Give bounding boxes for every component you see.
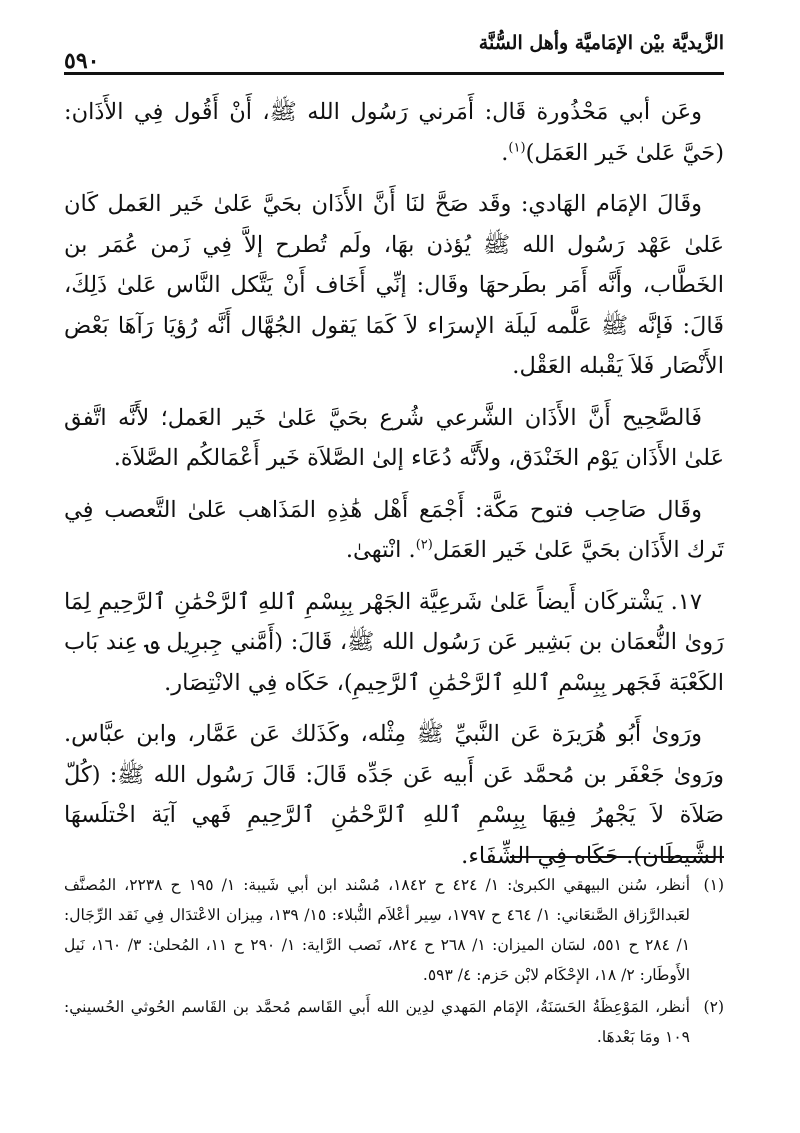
footnote-divider — [510, 856, 724, 858]
paragraph: فَالصَّحِيح أَنَّ الأَذَان الشَّرعي شُرع بحَيَّ عَلىٰ خَير العَمل؛ لأَنَّه اتَّفق عَلىٰ الأَذَان يَوْم الخَنْدَق، ولأَنَّه دُعَاء إلىٰ الصَّلاَة خَير أَعْمَالكُم الصَّلاَة. — [64, 404, 724, 471]
paragraph: وقَالَ الإمَام الهَادي: وقَد صَحَّ لنَا أَنَّ الأَذَان بحَيَّ عَلىٰ خَير العَمل كَان عَلىٰ عَهْد رَسُول الله ﷺ يُؤذن بهَا، ولَم تُطرح إلاَّ فِي زَمن عُمَر بن الخَطَّاب، وأَنَّه أَمَر بطَرحهَا وقَال: إنِّي أَخَاف أَنْ يَتَّكل النَّاس عَلىٰ ذَلِكَ، قَالَ: فَإنَّه ﷺ عَلَّمه لَيلَة الإسرَاء لاَ كَمَا يَقول الجُهَّال أَنَّه رُؤيَا رَآهَا بَعْض الأَنْصَار فَلاَ يَقْبله العَقْل. — [64, 191, 724, 379]
paragraph: ١٧. يَشْتركَان أَيضاً عَلىٰ شَرعِيَّة الجَهْر بِبِسْمِ ٱللهِ ٱلرَّحْمَٰنِ ٱلرَّحِيمِ لِمَا رَوىٰ النُّعمَان بن بَشِير عَن رَسُول الله ﷺ، قَالَ: (أَمَّني جِبرِيل ؈ عِند بَاب الكَعْبَة فَجَهر بِبِسْمِ ٱللهِ ٱلرَّحْمَٰنِ ٱلرَّحِيمِ)، حَكَاه فِي الانْتِصَار. — [64, 588, 724, 696]
paragraph: وعَن أبي مَحْذُورة قَال: أَمَرني رَسُول الله ﷺ، أَنْ أَقُول فِي الأَذَان: (حَيَّ عَلىٰ خَير العَمَل)$^{(١)}$. — [64, 99, 724, 166]
footnote-text: أنظر، سُنن البيهقي الكبرىٰ: ١/ ٤٢٤ ح ١٨٤٢، مُسْند ابن أبي شَيبة: ١/ ١٩٥ ح ٢٢٣٨، المُصنَّف لعَبدالرَّزاق الصَّنعَاني: ١/ ٤٦٤ ح ١٧٩٧، سِير أعْلاَم النُّبلاء: ١٥/ ١٣٩، مِيزان الاعْتدَال فِي نَقد الرِّجَال: ١/ ٢٨٤ ح ٥٥١، لسَان الميزان: ١/ ٢٦٨ ح ٨٢٤، نَصب الرَّاية: ١/ ٢٩٠ ح ١١، المُحلىٰ: ٣/ ١٦٠، نَيل الأَوطَار: ٢/ ١٨، الإحْكَام لابْن حَزم: ٤/ ٥٩٣. — [64, 876, 691, 984]
footnote-number: (٢) — [703, 998, 724, 1016]
footnote — [64, 870, 724, 990]
running-header — [64, 28, 724, 72]
footnote-number: (١) — [703, 876, 724, 894]
footnote-text: أنظر، المَوْعِظَةُ الحَسَنَةُ، الإمَام المَهدي لدِين الله أَبي القَاسم مُحمَّد بن القَاسم الحُوثي الحُسيني: ١٠٩ ومَا بَعْدهَا. — [64, 998, 690, 1046]
header-divider — [64, 72, 724, 75]
footnote — [64, 992, 724, 1052]
running-title: الزَّيديَّة بيْن الإمَاميَّة وأهل السُّنَّة — [478, 32, 724, 54]
footnote-ref: (١) — [508, 140, 526, 155]
footnote-ref: (٢) — [415, 537, 433, 553]
main-text — [64, 92, 724, 887]
paragraph: وقَال صَاحِب فتوح مَكَّة: أَجْمَع أَهْل هَٰذِهِ المَذَاهب عَلىٰ التَّعصب فِي تَرك الأَذَان بحَيَّ عَلىٰ خَير العَمَل$^{(٢)}$. انْتهىٰ. — [64, 496, 724, 563]
footnotes — [64, 870, 724, 1054]
page-number: ٥٩٠ — [64, 48, 100, 74]
paragraph: ورَوىٰ أَبُو هُرَيرَة عَن النَّبيِّ ﷺ مِثْله، وكَذَلك عَن عَمَّار، وابن عبَّاس. ورَوىٰ جَعْفَر بن مُحمَّد عَن أَبيه عَن جَدِّه قَالَ: قَالَ رَسُول الله ﷺ: (كُلّ صَلاَة لاَ يَجْهرُ فِيهَا بِبِسْمِ ٱللهِ ٱلرَّحْمَٰنِ ٱلرَّحِيمِ فَهي آيَة اخْتلَسهَا الشَّيطَان). حَكَاه فِي الشِّفَاء. — [64, 721, 724, 869]
